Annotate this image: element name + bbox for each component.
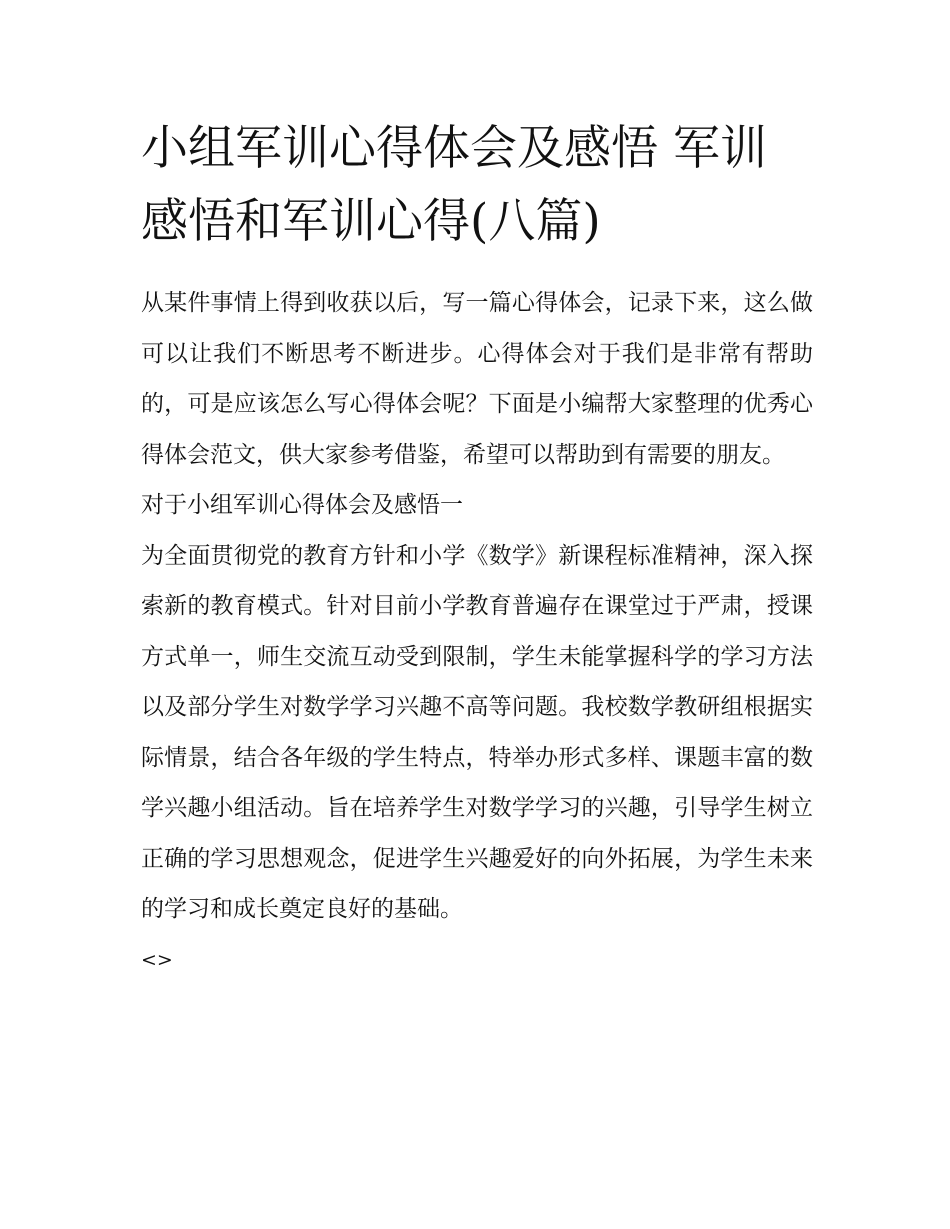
section-heading: 对于小组军训心得体会及感悟一: [141, 492, 463, 518]
end-marker: <>: [141, 948, 173, 971]
document-content: [141, 112, 813, 985]
intro-paragraph: 从某件事情上得到收获以后，写一篇心得体会，记录下来，这么做可以让我们不断思考不断进步。心得体会对于我们是非常有帮助的，可是应该怎么写心得体会呢？下面是小编帮大家整理的优秀心得体会范文，供大家参考借鉴，希望可以帮助到有需要的朋友。: [141, 290, 813, 468]
document-title: 小组军训心得体会及感悟 军训感悟和军训心得(八篇): [141, 121, 767, 249]
body-paragraph: 为全面贯彻党的教育方针和小学《数学》新课程标准精神，深入探索新的教育模式。针对目前小学教育普遍存在课堂过于严肃，授课方式单一，师生交流互动受到限制，学生未能掌握科学的学习方法以及部分学生对数学学习兴趣不高等问题。我校数学教研组根据实际情景，结合各年级的学生特点，特举办形式多样、课题丰富的数学兴趣小组活动。旨在培养学生对数学学习的兴趣，引导学生树立正确的学习思想观念，促进学生兴趣爱好的向外拓展，为学生未来的学习和成长奠定良好的基础。: [141, 542, 813, 922]
